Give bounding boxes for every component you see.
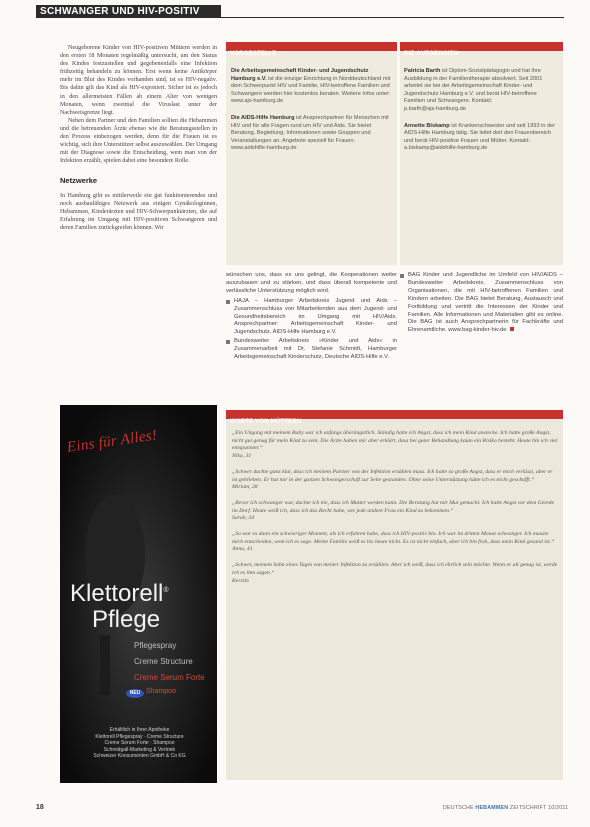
quote-author: Anna, 41 bbox=[232, 546, 253, 553]
box-heading-autorinnen: DIE AUTORINNEN bbox=[400, 42, 563, 51]
quote-item: „So war es dann ein schwieriger Moment, als ich erfahren habe, dass ich HIV-positiv bin. Ich war im dritten Monat schwanger. Ich musste mich entscheiden, wem ich es sage. Meine Familie weiß es bis heute nicht. Es ist nicht einfach, aber ich bin froh, dass mein Kind gesund ist.“ Anna, 41 bbox=[232, 531, 558, 554]
page-number: 18 bbox=[36, 804, 44, 811]
bag-link[interactable]: www.bag-kinder-hiv.de bbox=[448, 327, 507, 334]
ad-brand-line-1: Klettorell® bbox=[70, 580, 169, 607]
middle-bullet-1: HAJA – Hamburger Arbeitskreis Jugend und Aids – Zusammenschluss von Mitarbeitenden aus dem Jugend- und Gesundheitsbereich im Umgang mit HIV/Aids. Ansprechpartner: Arbeitsgemeinschaft Kinder- und Jugendschutz, AIDS-Hilfe Hamburg e.V. bbox=[226, 298, 397, 338]
left-column bbox=[60, 44, 217, 232]
left-paragraph-1: Neugeborene Kinder von HIV-positiven Müttern werden in den ersten 18 Monaten regelmäßig untersucht, um den Status des Kindes festzustellen und gegebenenfalls eine Infektion frühzeitig behandeln zu können. Erst wenn keine Antikörper mehr im Blut des Kindes vorhanden sind, ist es HIV-negativ. Bis dahin gilt das Kind als HIV-exponiert. Sicher ist es jedoch in den allermeisten Fällen ab einem Alter von wenigen Monaten, wenn zweimal die Viruslast unter der Nachweisgrenze liegt. bbox=[60, 45, 217, 116]
new-badge: NEU bbox=[126, 689, 144, 698]
ad-product-2: Creme Structure bbox=[134, 657, 193, 666]
autorinnen-text bbox=[404, 68, 559, 162]
ad-product-3: Creme Serum Forte bbox=[134, 673, 205, 682]
quote-author: Miriam, 28 bbox=[232, 484, 258, 491]
left-paragraph-3: In Hamburg gibt es mittlerweile ein gut funktionierendes und noch ausbaufähiges Netzwerk aus einigen Gynäkologinnen, Hebammen, Kinderärzten und HIV-Schwerpunktärzten, die auf Erfahrung im Umgang mit HIV-positiven Schwangeren und deren Familien zurückgreifen können. Wir bbox=[60, 192, 217, 231]
subhead-netzwerke: Netzwerke bbox=[60, 176, 98, 186]
quote-item: „Bevor ich schwanger war, dachte ich nie, dass ich Mutter werden kann. Die Beratung hat mir Mut gemacht. Ich hatte Angst vor dem Gerede im Dorf. Heute weiß ich, dass ich das Recht habe, wie jede andere Frau ein Kind zu bekommen.“ Sarah, 34 bbox=[232, 500, 558, 523]
author-entry-barth: Patricia Barth ist Diplom-Sozialpädagogin und hat ihre Ausbildung in der Familientherapie absolviert. Seit 2001 arbeitet sie bei der Arbeitsgemeinschaft Kinder- und Jugendschutz Hamburg e.V. und berät HIV-betroffene Familien und Schwangere. Kontakt: p.barth@ajs-hamburg.de bbox=[404, 68, 543, 112]
quote-item: „Ein Ungang mit meinem Baby war ich anfangs überängstlich. Ständig hatte ich Angst, dass ich mein Kind anstecke. Ich hatte große Angst, nicht gut genug für mein Kind zu sein. Die Ärzte haben mir aber erklärt, dass bei guter Behandlung kaum ein Risiko besteht. Heute bin ich viel entspannter.“ Nika, 31 bbox=[232, 430, 558, 460]
left-paragraph-2: Neben dem Partner und den Familien sollten die Hebammen und die betreuenden Ärzte ebenso wie die Beratungsstellen in den Prozess einbezogen werden, denn für die Frauen ist es wichtig, sich ihre Unterstützer selbst auszuwählen. Der Umgang mit der Diagnose sowie die Entscheidung, wem man von der Infektion erzählt, spielen dabei eine besondere Rolle. bbox=[60, 117, 217, 165]
middle-bullet-list bbox=[226, 298, 397, 362]
ad-badge-word: Shampoo bbox=[146, 688, 176, 695]
header-rule bbox=[36, 17, 564, 18]
right-column bbox=[400, 272, 563, 336]
author2-contact[interactable]: a.biskamp@aidshilfe-hamburg.de bbox=[404, 145, 488, 152]
advertisement[interactable] bbox=[60, 405, 217, 783]
ad-footer-text: Erhältlich in Ihrer Apotheke Klettorell Pflegespray · Creme Structure Creme Serum Forte · Shampoo Schmidgall-Marketing & Vertrieb Schweizer Konsumenten GmbH & Co KG bbox=[93, 727, 186, 759]
ajs-link[interactable]: www.ajs-hamburg.de bbox=[231, 98, 284, 105]
bullet-square-icon bbox=[400, 274, 404, 278]
quote-item: „Schwer, meinem Sohn eines Tages von meiner Infektion zu erzählen. Aber ich weiß, dass ich ehrlich sein möchte. Wenn er alt genug ist, werde ich es ihm sagen.“ Kerstin bbox=[232, 562, 558, 584]
middle-intro: wünschen uns, dass es uns gelingt, die Kooperationen weiter auszubauen und zu stärken, und dass überall kompetente und verlässliche Unterstützung möglich wird. bbox=[226, 272, 397, 294]
box-heading-quotes: WORTE VON MÜTTERN bbox=[226, 410, 563, 419]
quote-item: „Schwer dachte ganz klar, dass ich meinem Partner von der Infektion erzählen muss. Ich hatte so große Angst, dass er mich verlässt, aber er ist geblieben. Er hat mir in der ganzen Schwangerschaft zur Seite gestanden. Ohne seine Unterstützung hätte ich es nicht geschafft.“ Miriam, 28 bbox=[232, 469, 558, 492]
aidshilfe-link[interactable]: www.aidshilfe-hamburg.de bbox=[231, 145, 297, 152]
quote-author: Sarah, 34 bbox=[232, 515, 255, 522]
ad-product-1: Pflegespray bbox=[134, 641, 177, 650]
bullet-square-icon bbox=[226, 300, 230, 304]
quotes-list bbox=[232, 430, 558, 593]
middle-bullet-2: Bundesweiter Arbeitskreis »Kinder und Aids« in Zusammenarbeit mit Dr. Stefanie Schmidt, Hamburger Arbeitsgemeinschaft Kinderschutz, Deutsche AIDS-Hilfe e.V. bbox=[226, 338, 397, 362]
ad-brand-line-2: Pflege bbox=[92, 606, 161, 633]
author-entry-biskamp: Annette Biskamp ist Krankenschwester und seit 1993 in der AIDS-Hilfe Hamburg tätig. Sie leitet dort den Frauenbereich und berät HIV-positive Frauen und Mütter. Kontakt: a.biskamp@aidshilfe-hamburg.de bbox=[404, 122, 556, 152]
ad-headline: Eins für Alles! bbox=[66, 427, 159, 456]
end-mark-icon bbox=[510, 327, 514, 331]
right-bullet: BAG Kinder und Jugendliche im Umfeld von HIV/AIDS – Bundesweiter Arbeitskreis, Zusammenschluss von Organisationen, die mit HIV-betroffenen Familien und Kindern arbeiten. Die BAG bietet Beratung, Austausch und Fortbildung und vertritt die Interessen der Kinder und Familien. Alle Informationen und Materialien gibt es online. Die BAG ist auch Ansprechpartnerin für Fachkräfte und Ehrenamtliche. www.bag-kinder-hiv.de bbox=[400, 272, 563, 335]
magazine-footer: DEUTSCHE HEBAMMEN ZEITSCHRIFT 10/2011 bbox=[443, 805, 569, 811]
quote-author: Kerstin bbox=[232, 577, 249, 584]
author1-contact[interactable]: p.barth@ajs-hamburg.de bbox=[404, 105, 466, 112]
section-title: SCHWANGER UND HIV-POSITIV bbox=[40, 6, 200, 17]
vorgestellt-text bbox=[231, 68, 393, 162]
middle-column bbox=[226, 272, 397, 363]
box-heading-vorgestellt: VORGESTELLT bbox=[226, 42, 397, 51]
bullet-square-icon bbox=[226, 340, 230, 344]
vorgestellt-entry-2: Die AIDS-Hilfe Hamburg ist Ansprechpartner für Menschen mit HIV und für alle Fragen rund um HIV und Aids. Sie bietet Beratung, Begleitung, Informationen sowie Gruppen und Veranstaltungen an. Angebote speziell für Frauen: www.aidshilfe-hamburg.de bbox=[231, 114, 389, 152]
vorgestellt-entry-1: Die Arbeitsgemeinschaft Kinder- und Jugendschutz Hamburg e.V. ist die einzige Einrichtung in Norddeutschland mit dem Schwerpunkt HIV und Familie, HIV-betroffene Familien und Schwangere werden hier kostenlos beraten. Weitere Infos unter: www.ajs-hamburg.de bbox=[231, 68, 391, 105]
quote-author: Nika, 31 bbox=[232, 453, 252, 460]
